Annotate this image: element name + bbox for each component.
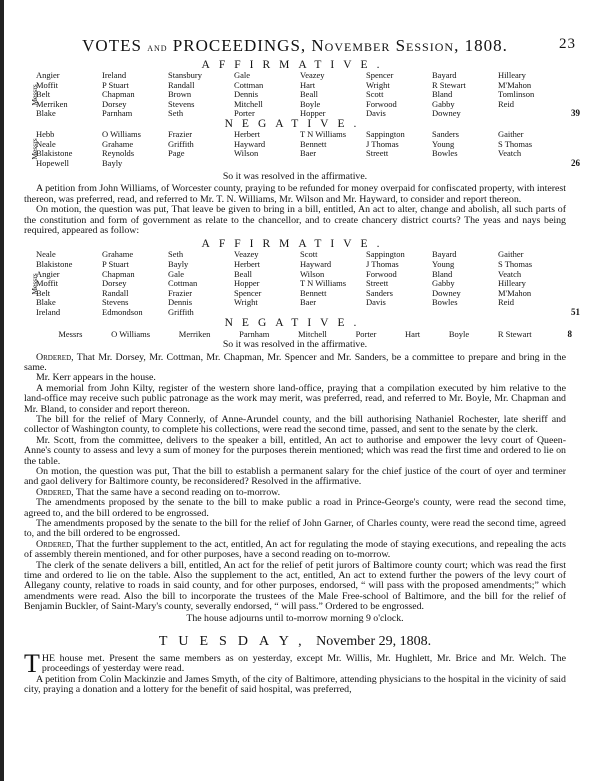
paragraph	[24, 540, 566, 561]
member-name: Sappington	[366, 128, 405, 139]
member-name: Belt	[36, 287, 51, 298]
member-name: Edmondson	[102, 306, 143, 317]
vote2-affirmative-list	[24, 249, 580, 317]
member-name: Grahame	[102, 138, 134, 149]
member-name: Bennett	[300, 138, 327, 149]
title-year: 1808.	[464, 36, 508, 55]
vote-count: 39	[571, 108, 580, 119]
member-name: Angier	[36, 268, 60, 279]
member-name: Gabby	[432, 278, 455, 289]
name-column	[168, 250, 234, 317]
member-name: Neale	[36, 249, 56, 260]
member-name: Bayly	[168, 258, 189, 269]
name-column	[432, 71, 498, 119]
member-name: Randall	[102, 287, 129, 298]
messrs-label: Messrs	[29, 138, 39, 160]
member-name: Hebb	[36, 128, 55, 139]
name-column	[36, 250, 102, 317]
adjourn-line: The house adjourns until to-morrow morning 9 o'clock.	[186, 612, 404, 624]
name-column	[168, 130, 234, 168]
name-column	[234, 130, 300, 168]
member-name: S Thomas	[498, 138, 533, 149]
vote1-negative-list	[24, 128, 580, 168]
member-name: Wright	[366, 79, 390, 90]
member-name: Hart	[405, 328, 421, 339]
member-name: Wright	[234, 297, 258, 308]
member-name: Hayward	[234, 138, 266, 149]
member-name: Scott	[366, 89, 384, 100]
vote2-affirmative-heading: AFFIRMATIVE.	[201, 238, 389, 251]
name-column	[36, 130, 102, 168]
member-name: Tomlinson	[498, 89, 535, 100]
member-name: Hopper	[300, 108, 326, 119]
day-date: November 29, 1808.	[316, 633, 432, 649]
member-name: Blake	[36, 297, 56, 308]
member-name: T N Williams	[300, 278, 347, 289]
member-name: Ireland	[102, 70, 127, 80]
ordered-word: Ordered,	[36, 538, 74, 550]
member-name: Reid	[498, 297, 515, 308]
member-name: Frazier	[168, 287, 193, 298]
member-name: O Williams	[111, 328, 151, 339]
member-name: Blake	[36, 108, 56, 119]
member-name: Hopper	[234, 278, 260, 289]
name-column	[300, 250, 366, 317]
member-name: Bowles	[432, 148, 458, 159]
paragraph: A petition from Colin Mackinzie and James Smyth, of the city of Baltimore, attending physicians to the hospital in the vicinity of said city, praying a donation and a lottery for the benefit of said hospital, was preferred,	[24, 673, 566, 695]
paragraph: On motion, the question was put, That leave be given to bring in a bill, entitled, An act to alter, change and abolish, all such parts of the constitution and form of government as relate to the chancellor, and to create chancery district courts? The yeas and nays being required, appeared as follow:	[24, 204, 566, 236]
member-name: Merriken	[178, 328, 211, 339]
vote1-result: So it was resolved in the affirmative.	[222, 171, 368, 183]
member-name: Stansbury	[168, 70, 202, 80]
member-name: Herbert	[234, 128, 260, 139]
member-name: Boyle	[300, 98, 321, 109]
member-name: Hilleary	[498, 70, 526, 80]
member-name: Herbert	[234, 258, 260, 269]
member-name: Spencer	[234, 287, 262, 298]
member-name: Wilson	[234, 148, 259, 159]
member-name: Parnham	[239, 328, 270, 339]
member-name: Wilson	[300, 268, 325, 279]
vote-count: 8	[567, 328, 572, 339]
title-proceedings: PROCEEDINGS,	[172, 36, 307, 55]
member-name: Scott	[300, 249, 318, 260]
member-name: Hayward	[300, 258, 332, 269]
member-name: Gaither	[498, 128, 524, 139]
day-weekday: TUESDAY,	[158, 633, 313, 649]
messrs-label: Messrs	[29, 273, 39, 295]
member-name: Dorsey	[102, 278, 127, 289]
member-name: Parnham	[102, 108, 133, 119]
member-name: Beall	[300, 89, 318, 100]
messrs-label: Messrs	[29, 84, 39, 106]
name-column	[102, 71, 168, 119]
member-name: Gale	[234, 70, 251, 80]
name-column	[36, 71, 102, 119]
vote2-negative-list	[24, 328, 572, 339]
paragraph-text: HE house met. Present the same members as on yesterday, except Mr. Willis, Mr. Hughlett, Mr. Brice and Mr. Welch. The proceedings of yesterday were read.	[41, 652, 566, 675]
member-name: Spencer	[366, 70, 394, 80]
day-heading	[24, 634, 566, 650]
member-name: Porter	[234, 108, 255, 119]
member-name: Chapman	[102, 268, 135, 279]
member-name: Boyle	[448, 328, 470, 339]
member-name: Neale	[36, 138, 56, 149]
title-session: November Session,	[311, 36, 460, 55]
member-name: Brown	[168, 89, 192, 100]
member-name: Blakistone	[36, 258, 73, 269]
member-name: Mitchell	[298, 328, 327, 339]
name-column	[234, 250, 300, 317]
paragraph: Mr. Scott, from the committee, delivers to the speaker a bill, entitled, An act to authorise and empower the levy court of Queen-Anne's county to assess and levy a sum of money for the purposes therein mentioned; which was read the first time and ordered to lie on the table.	[24, 434, 566, 467]
member-name: Bland	[432, 268, 453, 279]
member-name: Cottman	[168, 278, 198, 289]
paragraph	[24, 353, 566, 374]
member-name: Blakistone	[36, 148, 73, 159]
member-name: Cottman	[234, 79, 264, 90]
member-name: Hopewell	[36, 157, 70, 168]
vote-count: 51	[571, 306, 580, 317]
member-name: Young	[432, 258, 455, 269]
member-name: Frazier	[168, 128, 193, 139]
vote1-negative-heading: NEGATIVE.	[224, 117, 366, 130]
member-name: J Thomas	[366, 258, 399, 269]
member-name: R Stewart	[497, 328, 532, 339]
member-name: Forwood	[366, 268, 397, 279]
name-column	[234, 71, 300, 119]
member-name: Bland	[432, 89, 453, 100]
member-name: Bowles	[432, 297, 458, 308]
vote1-affirmative-list	[24, 70, 580, 119]
member-name: J Thomas	[366, 138, 399, 149]
member-name: Veazey	[234, 249, 259, 260]
member-name: Streett	[366, 278, 389, 289]
member-name: Downey	[432, 108, 461, 119]
title-votes: VOTES	[82, 36, 142, 55]
member-name: Hilleary	[498, 278, 526, 289]
member-name: Young	[432, 138, 455, 149]
name-column	[366, 250, 432, 317]
member-name: Bayly	[102, 157, 123, 168]
member-name: Streett	[366, 148, 389, 159]
name-column	[366, 130, 432, 168]
member-name: Dennis	[168, 297, 193, 308]
member-name: Seth	[168, 108, 184, 119]
name-column	[300, 71, 366, 119]
member-name: Downey	[432, 287, 461, 298]
name-column	[432, 130, 498, 168]
paragraph-text: That Mr. Dorsey, Mr. Cottman, Mr. Chapman, Mr. Spencer and Mr. Sanders, be a committee to prepare and bring in the same.	[24, 351, 567, 373]
member-name: R Stewart	[432, 79, 466, 90]
name-column	[300, 130, 366, 168]
scan-edge	[0, 0, 4, 781]
vote-count: 26	[571, 157, 580, 168]
member-name: Stevens	[102, 297, 129, 308]
messrs-label: Messrs	[58, 328, 83, 339]
ordered-word: Ordered,	[36, 486, 74, 498]
member-name: Sappington	[366, 249, 405, 260]
name-column	[168, 71, 234, 119]
member-name: Belt	[36, 89, 51, 100]
member-name: Dennis	[234, 89, 259, 100]
name-column	[498, 250, 564, 317]
member-name: Bayard	[432, 70, 457, 80]
paragraph-text: That the same have a second reading on to-morrow.	[75, 486, 281, 498]
member-name: Reynolds	[102, 148, 135, 159]
member-name: Merriken	[36, 98, 68, 109]
member-name: Sanders	[432, 128, 459, 139]
paragraph: On motion, the question was put, That the bill to establish a permanent salary for the chief justice of the court of oyer and terminer and gaol delivery for Baltimore county, be reconsidered? Resolved in the affirmative.	[24, 466, 566, 488]
member-name: Grahame	[102, 249, 134, 260]
member-name: Bayard	[432, 249, 457, 260]
member-name: Veazey	[300, 70, 325, 80]
drop-cap: T	[24, 648, 40, 678]
page-title	[24, 36, 576, 58]
name-column	[432, 250, 498, 317]
member-name: Porter	[355, 328, 377, 339]
paragraph: The clerk of the senate delivers a bill, entitled, An act for the relief of petit jurors of Baltimore county court; which was read the first time and ordered to lie on the table. Also the supplement to the act, entitled, An act to extend further the powers of the levy court of Allegany county, relative to roads in said county, and for other purposes, endorsed, “ will pass with the proposed amendments;” which amendments were read. Also the bill to incorporate the trustees of the Male Free-school of Baltimore, and the bill for the relief of Benjamin Buckler, of Saint-Mary's county, severally endorsed, “ will pass.” Ordered to be engrossed.	[24, 559, 566, 613]
member-name: Gale	[168, 268, 185, 279]
member-name: Seth	[168, 249, 184, 260]
name-column	[102, 250, 168, 317]
document-page	[24, 36, 580, 695]
member-name: P Stuart	[102, 258, 129, 269]
member-name: Davis	[366, 108, 386, 119]
member-name: M'Mahon	[498, 287, 532, 298]
ordered-word: Ordered,	[36, 351, 74, 363]
member-name: S Thomas	[498, 258, 533, 269]
member-name: Stevens	[168, 98, 195, 109]
member-name: Randall	[168, 79, 195, 90]
member-name: T N Williams	[300, 128, 347, 139]
title-and: and	[147, 42, 168, 54]
member-name: P Stuart	[102, 79, 129, 90]
member-name: Page	[168, 148, 185, 159]
member-name: Beall	[234, 268, 252, 279]
member-name: Mitchell	[234, 98, 263, 109]
member-name: Griffith	[168, 138, 194, 149]
paragraph: A memorial from John Kilty, register of the western shore land-office, praying that a compilation executed by him relative to the land-office may receive such public patronage as the work may merit, was preferred, read, and referred to Mr. Boyle, Mr. Chapman and Mr. Bland, to consider and report thereon.	[24, 382, 566, 415]
member-name: Veatch	[498, 268, 522, 279]
member-name: Chapman	[102, 89, 135, 100]
name-column	[498, 71, 564, 119]
member-name: Griffith	[168, 306, 194, 317]
member-name: Bennett	[300, 287, 327, 298]
member-name: Moffit	[36, 79, 59, 90]
member-name: Gaither	[498, 249, 524, 260]
member-name: Baer	[300, 148, 317, 159]
paragraph: A petition from John Williams, of Worcester county, praying to be refunded for money overpaid for confiscated property, with interest thereon, was preferred, read, and referred to Mr. T. N. Williams, Mr. Wilson and Mr. Hayward, to consider and report thereon.	[24, 183, 566, 205]
vote1-affirmative-heading: AFFIRMATIVE.	[201, 59, 389, 71]
name-column	[366, 71, 432, 119]
paragraph	[24, 648, 566, 678]
member-name: Dorsey	[102, 98, 127, 109]
member-name: Sanders	[366, 287, 393, 298]
paragraph: The amendments proposed by the senate to the bill to make public a road in Prince-George's county, were read the second time, agreed to, and the bill ordered to be engrossed.	[24, 497, 566, 519]
paragraph: Mr. Kerr appears in the house.	[36, 372, 156, 384]
vote2-result: So it was resolved in the affirmative.	[222, 338, 368, 350]
name-column	[102, 130, 168, 168]
member-name: Hart	[300, 79, 316, 90]
name-column	[498, 130, 564, 168]
member-name: O Williams	[102, 128, 141, 139]
member-name: Reid	[498, 98, 515, 109]
member-name: Ireland	[36, 306, 61, 317]
vote2-negative-heading: NEGATIVE.	[224, 316, 366, 329]
paragraph: The bill for the relief of Mary Connerly, of Anne-Arundel county, and the bill authorising Nathaniel Rochester, late sheriff and collector of Washington county, to complete his collections, were read the second time, passed, and sent to the senate by the clerk.	[24, 413, 566, 436]
paragraph-text: That the further supplement to the act, entitled, An act for regulating the mode of staying executions, and repealing the acts of assembly therein mentioned, and for other purposes, have a second reading on to-morrow.	[24, 538, 566, 561]
page-number: 23	[559, 36, 576, 52]
member-name: Gabby	[432, 98, 455, 109]
member-name: Veatch	[498, 148, 522, 159]
member-name: Forwood	[366, 98, 397, 109]
member-name: Moffit	[36, 278, 59, 289]
member-name: Angier	[36, 70, 60, 80]
member-name: Baer	[300, 297, 317, 308]
paragraph: The amendments proposed by the senate to the bill for the relief of John Garner, of Charles county, were read the second time, agreed to, and the bill ordered to be engrossed.	[24, 518, 566, 540]
member-name: Davis	[366, 297, 386, 308]
member-name: M'Mahon	[498, 79, 532, 90]
